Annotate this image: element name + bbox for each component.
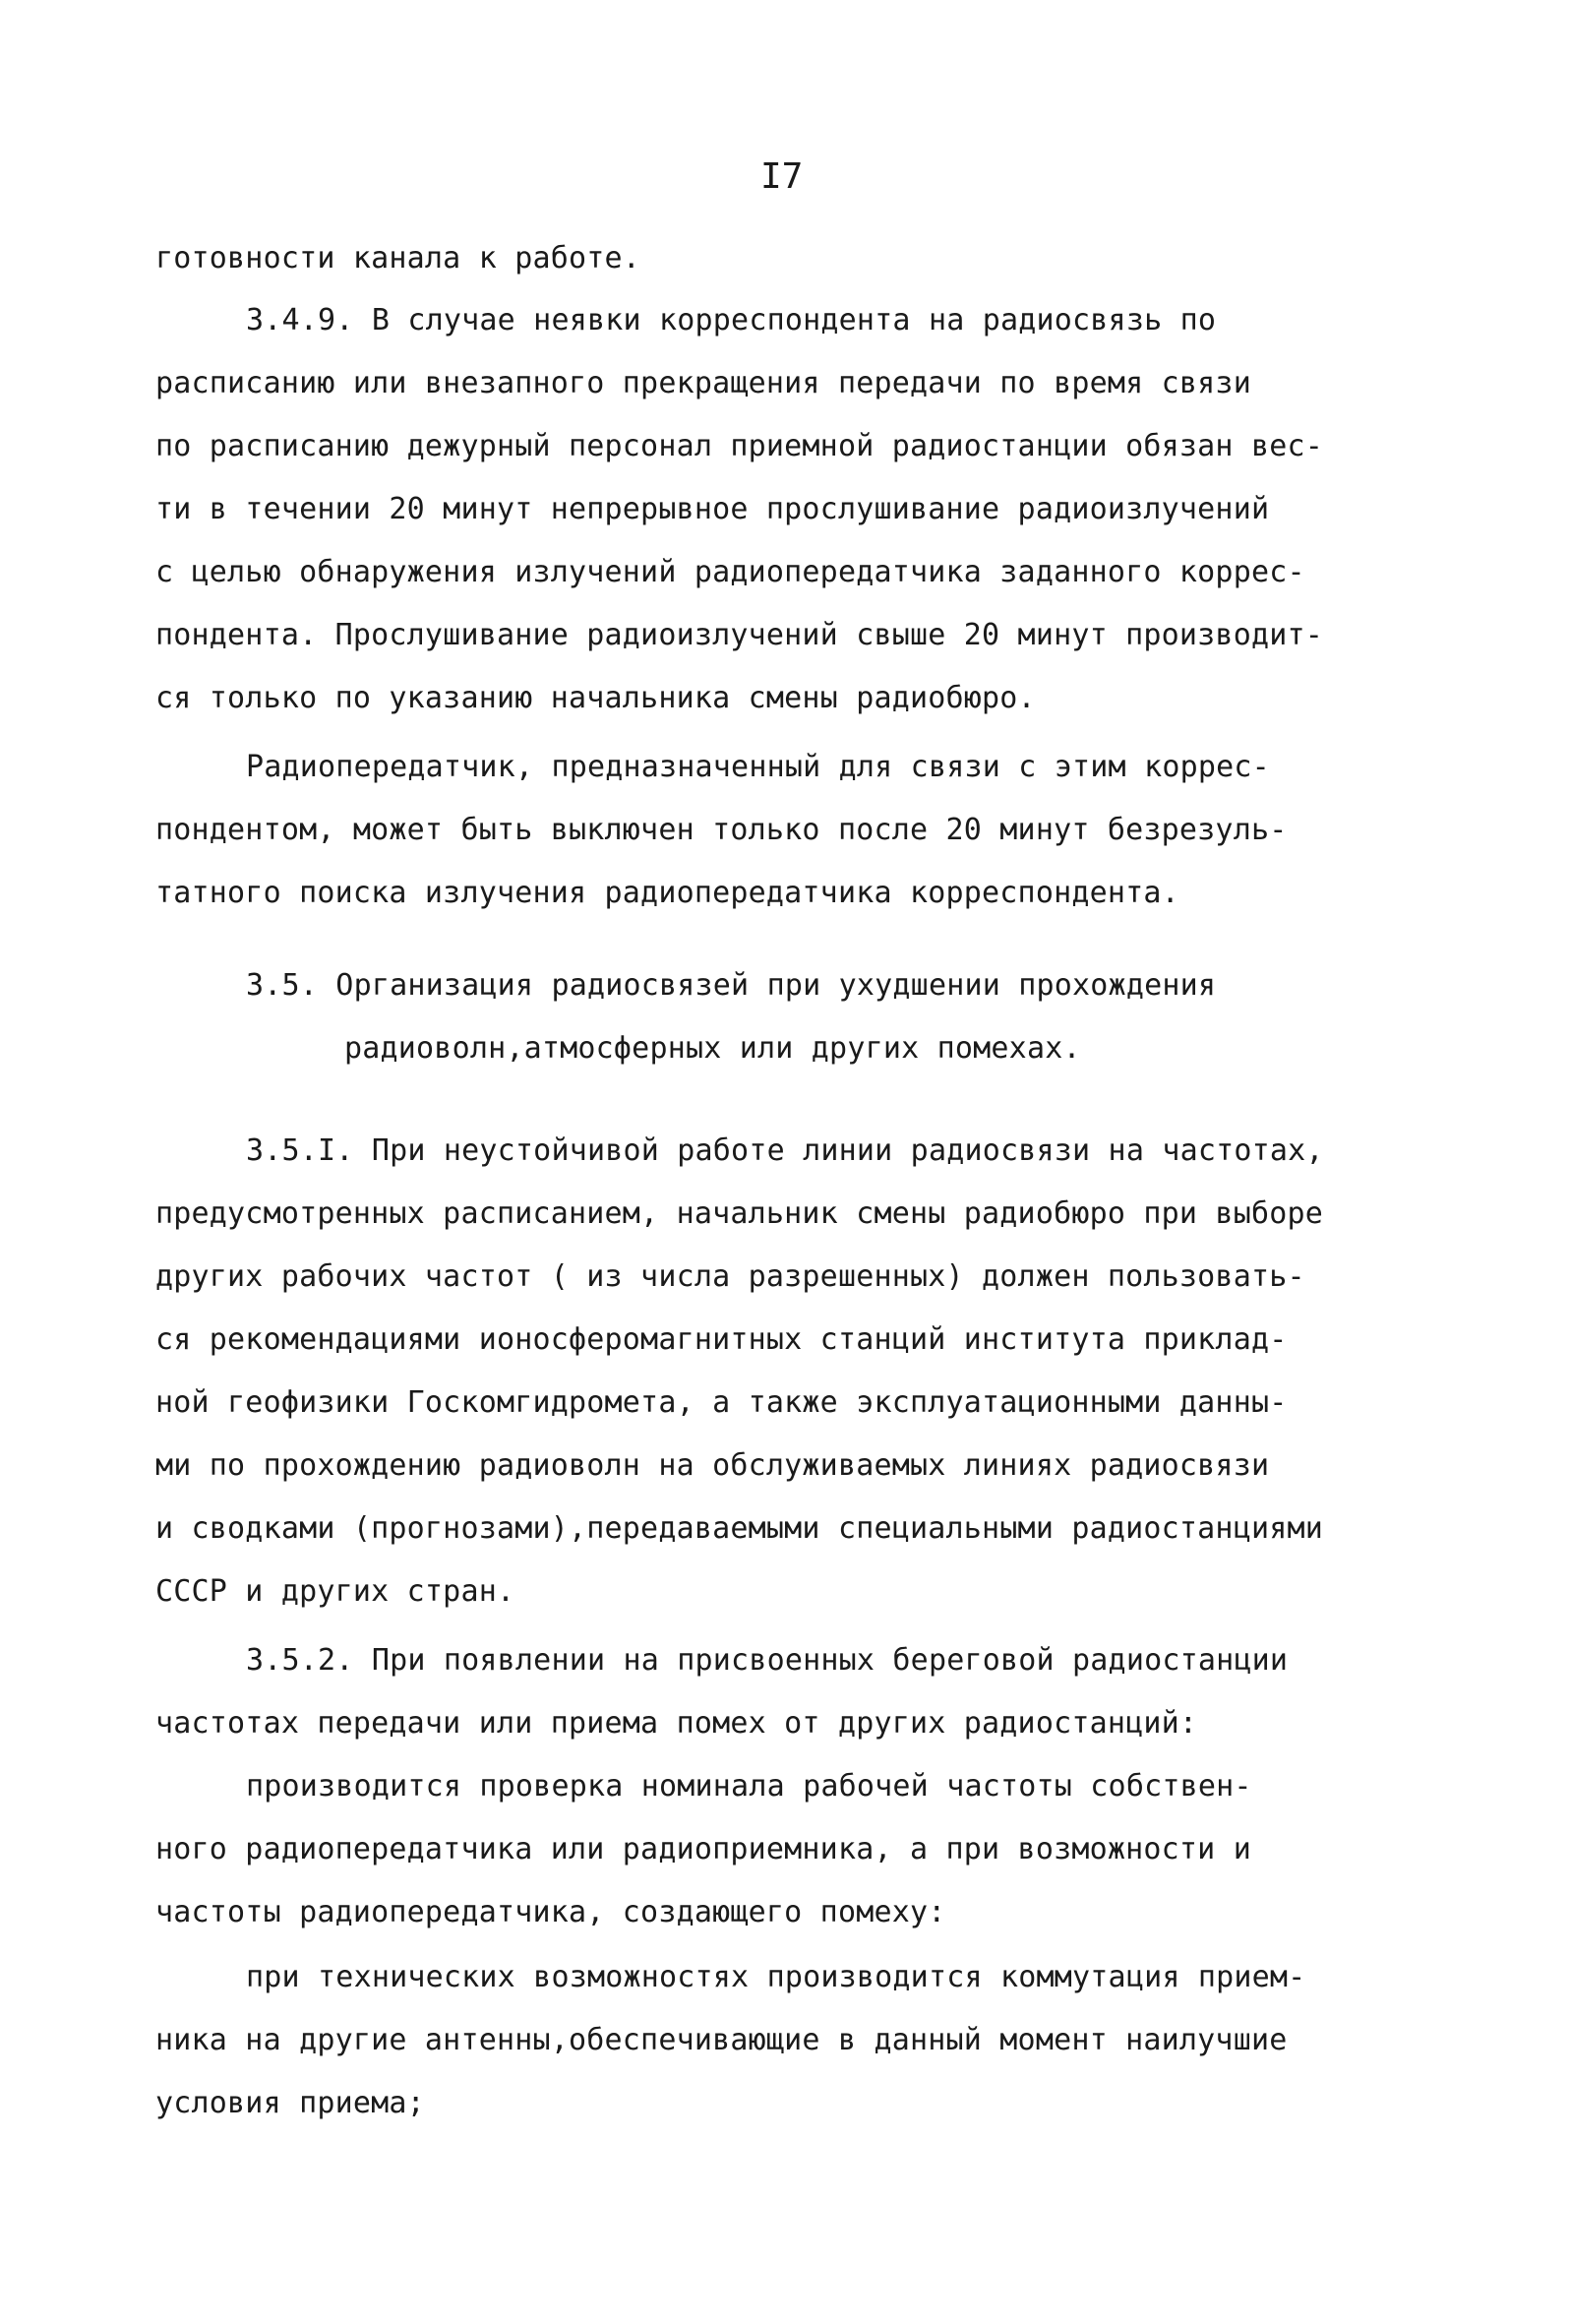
- text-line: СССР и других стран.: [155, 1574, 515, 1609]
- text-line: Радиопередатчик, предназначенный для связи с этим коррес-: [246, 750, 1270, 784]
- text-line: условия приема;: [155, 2086, 425, 2120]
- text-line: других рабочих частот ( из числа разрешенных) должен пользовать-: [155, 1259, 1305, 1294]
- text-line: татного поиска излучения радиопередатчика корреспондента.: [155, 876, 1179, 910]
- text-line: ного радиопередатчика или радиоприемника, а при возможности и: [155, 1832, 1251, 1866]
- text-line: ми по прохождению радиоволн на обслуживаемых линиях радиосвязи: [155, 1448, 1270, 1483]
- text-line: ся только по указанию начальника смены радиобюро.: [155, 681, 1036, 715]
- text-line: ся рекомендациями ионосферомагнитных станций института приклад-: [155, 1322, 1288, 1357]
- text-line: пондента. Прослушивание радиоизлучений свыше 20 минут производит-: [155, 618, 1323, 652]
- section-heading: 3.5. Организация радиосвязей при ухудшении прохождения: [246, 968, 1217, 1003]
- text-line: 3.5.I. При неустойчивой работе линии радиосвязи на частотах,: [246, 1133, 1324, 1168]
- text-line: и сводками (прогнозами),передаваемыми специальными радиостанциями: [155, 1511, 1323, 1546]
- section-heading: радиоволн,атмосферных или других помехах.: [344, 1031, 1081, 1066]
- text-line: готовности канала к работе.: [155, 241, 641, 275]
- text-line: частоты радиопередатчика, создающего помеху:: [155, 1895, 946, 1929]
- text-line: производится проверка номинала рабочей частоты собствен-: [246, 1769, 1252, 1804]
- text-line: предусмотренных расписанием, начальник смены радиобюро при выборе: [155, 1196, 1323, 1231]
- text-line: пондентом, может быть выключен только после 20 минут безрезуль-: [155, 813, 1288, 847]
- text-line: ной геофизики Госкомгидромета, а также эксплуатационными данны-: [155, 1385, 1288, 1420]
- text-line: ника на другие антенны,обеспечивающие в данный момент наилучшие: [155, 2023, 1288, 2057]
- text-line: 3.4.9. В случае неявки корреспондента на радиосвязь по: [246, 303, 1217, 337]
- text-line: 3.5.2. При появлении на присвоенных береговой радиостанции: [246, 1643, 1289, 1678]
- text-line: по расписанию дежурный персонал приемной радиостанции обязан вес-: [155, 429, 1323, 463]
- text-line: при технических возможностях производится коммутация прием-: [246, 1960, 1306, 1994]
- page-number: I7: [760, 156, 804, 197]
- text-line: с целью обнаружения излучений радиопередатчика заданного коррес-: [155, 555, 1305, 589]
- text-line: ти в течении 20 минут непрерывное прослушивание радиоизлучений: [155, 492, 1270, 526]
- text-line: расписанию или внезапного прекращения передачи по время связи: [155, 366, 1251, 400]
- text-line: частотах передачи или приема помех от других радиостанций:: [155, 1706, 1198, 1741]
